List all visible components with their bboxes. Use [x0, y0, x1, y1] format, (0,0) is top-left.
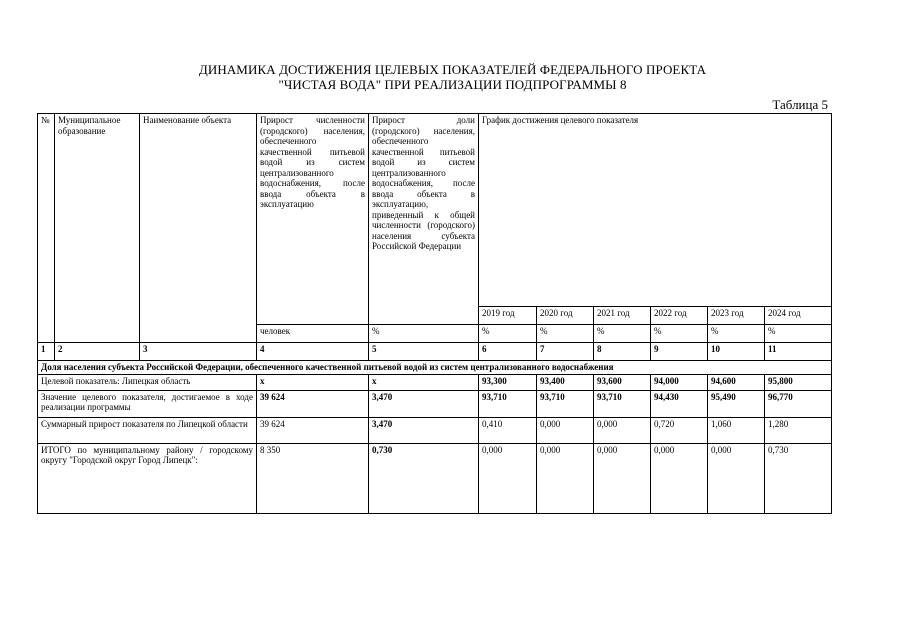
- row-label: Целевой показатель: Липецкая область: [38, 374, 257, 390]
- row-label: Суммарный прирост показателя по Липецкой области: [38, 417, 257, 443]
- row-value-2020: 93,400: [537, 374, 594, 390]
- col-number: 4: [257, 343, 369, 361]
- row-value-2022: 94,000: [651, 374, 708, 390]
- col-number: 5: [369, 343, 479, 361]
- row-value-2024: 95,800: [765, 374, 832, 390]
- row-value-2021: 93,600: [594, 374, 651, 390]
- row-value-2019: 93,710: [479, 390, 537, 417]
- col-number: 8: [594, 343, 651, 361]
- row-growth-share: х: [369, 374, 479, 390]
- row-label: ИТОГО по муниципальному району / городскому округу "Городской округ Город Липецк":: [38, 443, 257, 513]
- column-numbers-row: [38, 343, 832, 361]
- table-label: Таблица 5: [772, 97, 828, 112]
- header-row: [38, 114, 832, 307]
- row-growth-share: 3,470: [369, 417, 479, 443]
- table-row: [38, 374, 832, 390]
- unit-percent: %: [369, 325, 479, 343]
- col-number: 1: [38, 343, 55, 361]
- row-value-2023: 94,600: [708, 374, 765, 390]
- header-growth-population: Прирост численности (городского) населения, обеспеченного качественной питьевой водой из систем централизованного водоснабжения, после ввода объекта в эксплуатацию: [257, 114, 369, 325]
- row-value-2023: 95,490: [708, 390, 765, 417]
- table-row: [38, 417, 832, 443]
- col-number: 10: [708, 343, 765, 361]
- header-growth-share: Прирост доли (городского) населения, обеспеченного качественной питьевой водой из систем централизованного водоснабжения, после ввода объекта в эксплуатацию, приведенный к общей численности (городского) населения субъекта Российской Федерации: [369, 114, 479, 325]
- unit-percent: %: [651, 325, 708, 343]
- row-value-2019: 0,410: [479, 417, 537, 443]
- unit-percent: %: [479, 325, 537, 343]
- col-number: 11: [765, 343, 832, 361]
- year-2023: 2023 год: [708, 307, 765, 325]
- col-number: 3: [140, 343, 257, 361]
- col-number: 7: [537, 343, 594, 361]
- row-value-2020: 0,000: [537, 443, 594, 513]
- row-value-2023: 1,060: [708, 417, 765, 443]
- row-growth-share: 0,730: [369, 443, 479, 513]
- year-2024: 2024 год: [765, 307, 832, 325]
- row-value-2024: 0,730: [765, 443, 832, 513]
- section-row: [38, 361, 832, 375]
- row-growth-population: 39 624: [257, 390, 369, 417]
- row-growth-population: 8 350: [257, 443, 369, 513]
- row-value-2022: 0,000: [651, 443, 708, 513]
- unit-percent: %: [537, 325, 594, 343]
- row-value-2019: 93,300: [479, 374, 537, 390]
- header-municipality: Муниципальное образование: [55, 114, 140, 343]
- col-number: 2: [55, 343, 140, 361]
- row-value-2024: 1,280: [765, 417, 832, 443]
- row-value-2020: 0,000: [537, 417, 594, 443]
- row-label: Значение целевого показателя, достигаемое в ходе реализации программы: [38, 390, 257, 417]
- document-title-line1: ДИНАМИКА ДОСТИЖЕНИЯ ЦЕЛЕВЫХ ПОКАЗАТЕЛЕЙ ФЕДЕРАЛЬНОГО ПРОЕКТА: [198, 62, 707, 77]
- col-number: 6: [479, 343, 537, 361]
- row-value-2024: 96,770: [765, 390, 832, 417]
- year-2022: 2022 год: [651, 307, 708, 325]
- year-2021: 2021 год: [594, 307, 651, 325]
- year-2020: 2020 год: [537, 307, 594, 325]
- unit-people: человек: [257, 325, 369, 343]
- row-growth-population: 39 624: [257, 417, 369, 443]
- unit-percent: %: [765, 325, 832, 343]
- row-value-2019: 0,000: [479, 443, 537, 513]
- col-number: 9: [651, 343, 708, 361]
- row-growth-population: х: [257, 374, 369, 390]
- header-num: №: [38, 114, 55, 343]
- row-value-2021: 0,000: [594, 417, 651, 443]
- section-title: Доля населения субъекта Российской Федерации, обеспеченного качественной питьевой водой из систем централизованного водоснабжения: [38, 361, 832, 375]
- unit-percent: %: [594, 325, 651, 343]
- document-title-line2: "ЧИСТАЯ ВОДА" ПРИ РЕАЛИЗАЦИИ ПОДПРОГРАММЫ 8: [278, 77, 627, 92]
- year-2019: 2019 год: [479, 307, 537, 325]
- row-value-2021: 93,710: [594, 390, 651, 417]
- row-value-2022: 94,430: [651, 390, 708, 417]
- header-schedule: График достижения целевого показателя: [479, 114, 832, 307]
- row-growth-share: 3,470: [369, 390, 479, 417]
- row-value-2020: 93,710: [537, 390, 594, 417]
- indicator-table: [37, 113, 832, 514]
- table-row: [38, 443, 832, 513]
- row-value-2021: 0,000: [594, 443, 651, 513]
- header-object: Наименование объекта: [140, 114, 257, 343]
- unit-percent: %: [708, 325, 765, 343]
- row-value-2022: 0,720: [651, 417, 708, 443]
- row-value-2023: 0,000: [708, 443, 765, 513]
- table-row: [38, 390, 832, 417]
